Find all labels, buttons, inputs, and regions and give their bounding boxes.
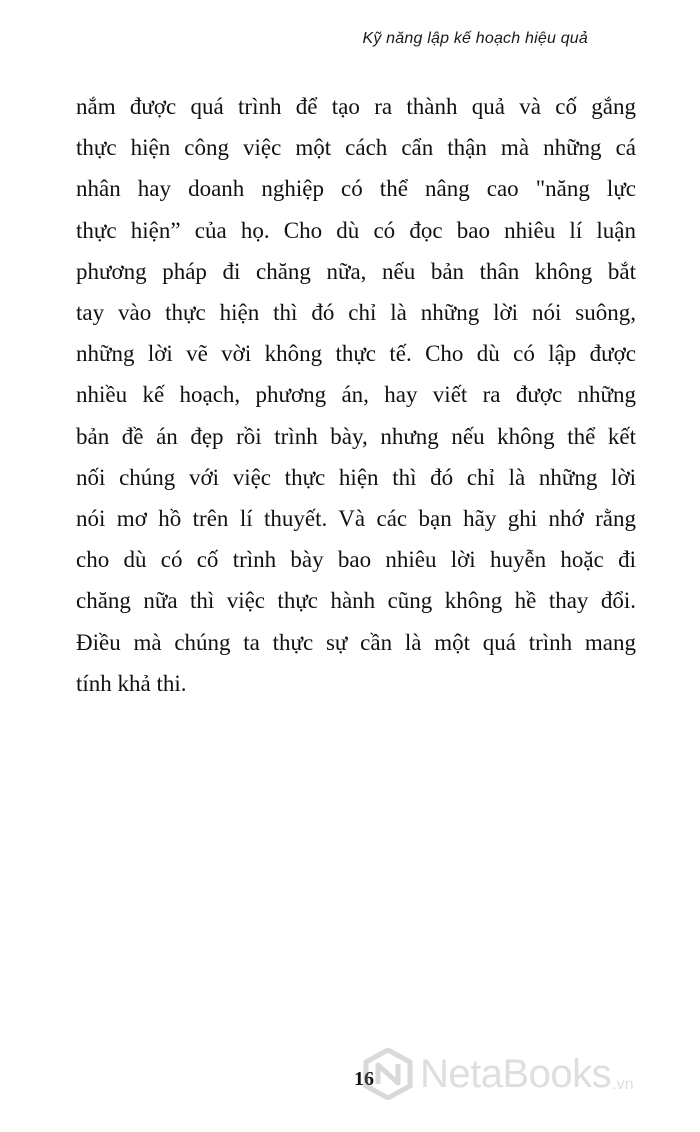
text-line: nối chúng với việc thực hiện thì đó chỉ là những lời (76, 464, 636, 490)
text-line: thực hiện” của họ. Cho dù có đọc bao nhiêu lí luận (76, 217, 636, 243)
text-line-last: tính khả thi. (76, 670, 187, 696)
text-line: chăng nữa thì việc thực hành cũng không hề thay đổi. (76, 588, 636, 614)
text-line: cho dù có cố trình bày bao nhiêu lời huyễn hoặc đi (76, 547, 636, 573)
watermark-suffix: .vn (612, 1076, 634, 1093)
text-line: bản đề án đẹp rồi trình bày, nhưng nếu không thể kết (76, 423, 636, 449)
text-line: tay vào thực hiện thì đó chỉ là những lời nói suông, (76, 300, 636, 326)
text-line: nắm được quá trình để tạo ra thành quả và cố gắng (76, 94, 636, 119)
text-line: nói mơ hồ trên lí thuyết. Và các bạn hãy ghi nhớ rằng (76, 506, 636, 532)
text-line: phương pháp đi chăng nữa, nếu bản thân không bắt (76, 258, 636, 284)
text-line: nhiều kế hoạch, phương án, hay viết ra được những (76, 382, 636, 408)
netabooks-logo-icon (362, 1048, 414, 1100)
text-line: thực hiện công việc một cách cẩn thận mà những cá (76, 135, 636, 161)
text-line: nhân hay doanh nghiệp có thể nâng cao "năng lực (76, 176, 636, 202)
body-paragraph (76, 86, 636, 704)
text-line: những lời vẽ vời không thực tế. Cho dù có lập được (76, 341, 636, 367)
watermark (362, 1048, 634, 1100)
watermark-brand: NetaBooks (420, 1051, 612, 1096)
page-number: 16 (354, 1068, 374, 1090)
running-header-title: Kỹ năng lập kế hoạch hiệu quả (362, 30, 588, 47)
text-line: Điều mà chúng ta thực sự cần là một quá trình mang (76, 629, 636, 655)
